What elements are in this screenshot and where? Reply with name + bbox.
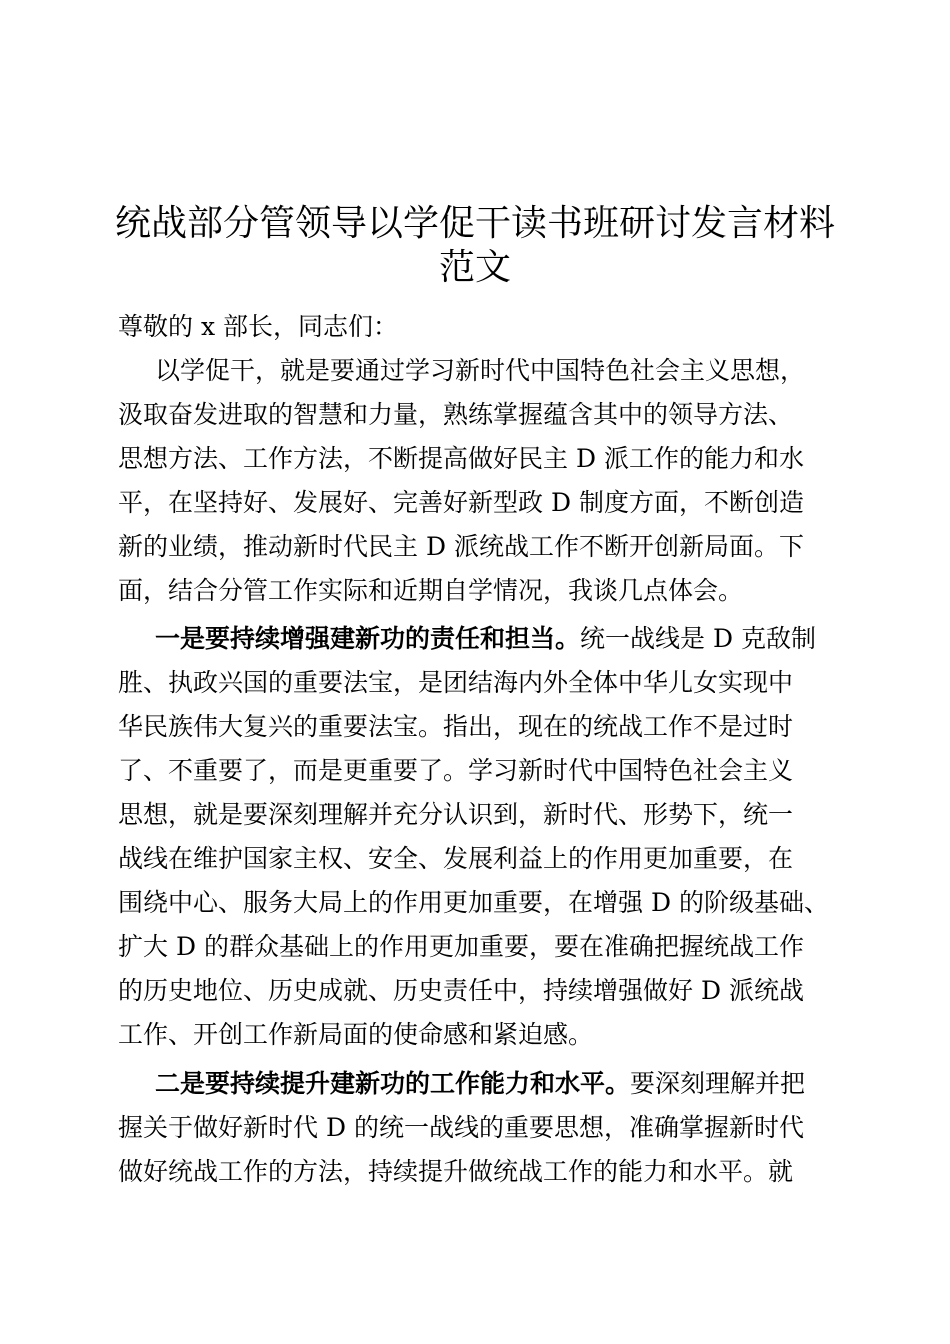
section-1-line: 思想，就是要深刻理解并充分认识到，新时代、形势下，统一: [118, 800, 794, 829]
section-1-line: 胜、执政兴国的重要法宝，是团结海内外全体中华儿女实现中: [118, 668, 794, 697]
intro-line: 汲取奋发进取的智慧和力量，熟练掌握蕴含其中的领导方法、: [118, 400, 794, 429]
document-title-line-2: 范文: [438, 247, 511, 288]
intro-line: 新的业绩，推动新时代民主 D 派统战工作不断开创新局面。下: [118, 532, 804, 561]
section-1-line: 工作、开创工作新局面的使命感和紧迫感。: [118, 1020, 594, 1049]
section-1-line: 围绕中心、服务大局上的作用更加重要，在增强 D 的阶级基础、: [118, 888, 829, 917]
section-1-line: 战线在维护国家主权、安全、发展利益上的作用更加重要，在: [118, 844, 794, 873]
intro-line: 面，结合分管工作实际和近期自学情况，我谈几点体会。: [118, 576, 744, 605]
section-1-line: 华民族伟大复兴的重要法宝。指出，现在的统战工作不是过时: [118, 712, 794, 741]
section-2-first-line: [155, 1062, 875, 1106]
section-1-first-line: [155, 617, 875, 661]
section-2-line: 做好统战工作的方法，持续提升做统战工作的能力和水平。就: [118, 1157, 794, 1186]
section-1-line: 了、不重要了，而是更重要了。学习新时代中国特色社会主义: [118, 756, 794, 785]
salutation: 尊敬的 x 部长，同志们：: [118, 312, 398, 341]
section-1-heading: 一是要持续增强建新功的责任和担当。: [155, 624, 581, 653]
section-1-text: 统一战线是 D 克敌制: [580, 624, 816, 653]
section-2-text: 要深刻理解并把: [630, 1069, 806, 1098]
document-title-line-1: 统战部分管领导以学促干读书班研讨发言材料: [114, 203, 835, 244]
section-1-line: 扩大 D 的群众基础上的作用更加重要，要在准确把握统战工作: [118, 932, 804, 961]
intro-line: 思想方法、工作方法，不断提高做好民主 D 派工作的能力和水: [118, 444, 804, 473]
section-2-heading: 二是要持续提升建新功的工作能力和水平。: [155, 1069, 631, 1098]
intro-line: 平，在坚持好、发展好、完善好新型政 D 制度方面，不断创造: [118, 488, 804, 517]
intro-line: 以学促干，就是要通过学习新时代中国特色社会主义思想，: [155, 356, 806, 385]
section-1-line: 的历史地位、历史成就、历史责任中，持续增强做好 D 派统战: [118, 976, 804, 1005]
section-2-line: 握关于做好新时代 D 的统一战线的重要思想，准确掌握新时代: [118, 1113, 804, 1142]
